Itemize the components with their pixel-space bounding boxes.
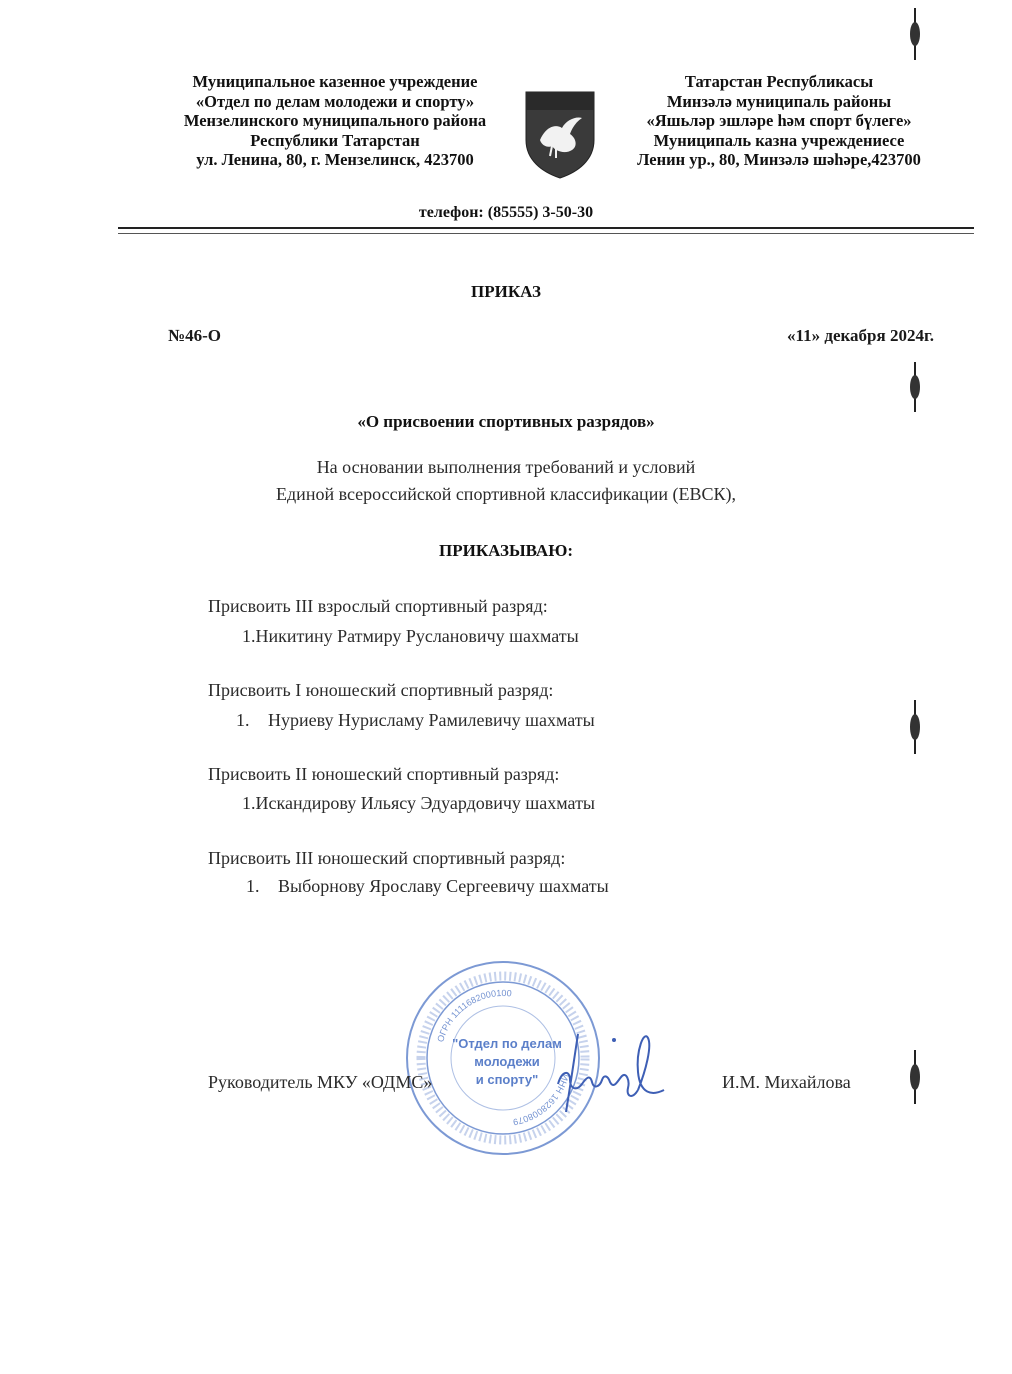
header-right-line-3: «Яшьләр эшләре һәм спорт бүлеге»: [646, 111, 912, 130]
scan-edge-mark-4: [908, 1050, 922, 1104]
assignment-2-item-number: 1.: [236, 710, 250, 730]
scan-edge-mark-2: [908, 362, 922, 412]
assignment-2-item: Нуриеву Нурисламу Рамилевичу шахматы: [268, 710, 595, 730]
assignment-3-item: 1.Искандирову Ильясу Эдуардовичу шахматы: [242, 793, 596, 813]
header-left-line-4: Республики Татарстан: [250, 130, 420, 150]
header-left-block: [140, 72, 530, 170]
coat-of-arms-emblem: [522, 88, 598, 180]
stamp-center-line-1: "Отдел по делам: [452, 1036, 562, 1051]
assignment-1-heading: Присвоить III взрослый спортивный разряд:: [208, 596, 548, 616]
assignment-3-heading: Присвоить II юношеский спортивный разряд:: [208, 764, 560, 784]
assignment-4-item-number: 1.: [246, 876, 260, 896]
header-left-line-3: Мензелинского муниципального района: [183, 111, 487, 130]
signatory-name: И.М. Михайлова: [722, 1072, 851, 1092]
assignment-4-heading: Присвоить III юношеский спортивный разряд:: [208, 848, 566, 868]
assignment-4-item: Выборнову Ярославу Сергеевичу шахматы: [278, 876, 609, 896]
header-right-block: [598, 72, 960, 170]
header-right-line-5: Ленин ур., 80, Минзәлә шәһәре,423700: [637, 150, 921, 169]
order-number: №46-О: [168, 326, 221, 345]
order-basis-line-2: Единой всероссийской спортивной классификации (ЕВСК),: [276, 484, 736, 504]
order-subject: «О присвоении спортивных разрядов»: [357, 412, 655, 431]
header-left-line-2: «Отдел по делам молодежи и спорту»: [195, 91, 475, 111]
stamp-inn: ИНН 1628008079: [512, 1072, 571, 1128]
header-left-line-1: Муниципальное казенное учреждение: [192, 72, 478, 91]
stamp-center-line-3: и спорту": [475, 1072, 539, 1087]
order-command: ПРИКАЗЫВАЮ:: [438, 541, 574, 560]
header-divider-thick: [118, 227, 974, 229]
header-divider-thin: [118, 233, 974, 234]
assignment-2-heading: Присвоить I юношеский спортивный разряд:: [208, 680, 554, 700]
header-phone: телефон: (85555) 3-50-30: [418, 204, 594, 221]
signatory-position: Руководитель МКУ «ОДМС»: [208, 1072, 433, 1092]
header-right-line-2: Минзәлә муниципаль районы: [666, 91, 892, 111]
scan-edge-mark-1: [908, 8, 922, 60]
handwritten-signature: [556, 1030, 668, 1120]
scan-edge-mark-3: [908, 700, 922, 754]
header-right-line-4: Муниципаль казна учреждениесе: [653, 130, 905, 150]
order-basis-line-1: На основании выполнения требований и условий: [316, 457, 696, 477]
stamp-center-line-2: молодежи: [474, 1054, 540, 1069]
order-title: ПРИКАЗ: [471, 282, 541, 301]
header-left-line-5: ул. Ленина, 80, г. Мензелинск, 423700: [196, 150, 474, 169]
order-date: «11» декабря 2024г.: [787, 326, 934, 345]
assignment-1-item: 1.Никитину Ратмиру Руслановичу шахматы: [242, 626, 579, 646]
order-basis: [0, 454, 1012, 508]
header-right-line-1: Татарстан Республикасы: [684, 72, 874, 91]
stamp-ogrn: ОГРН 1111682000100: [435, 987, 513, 1044]
